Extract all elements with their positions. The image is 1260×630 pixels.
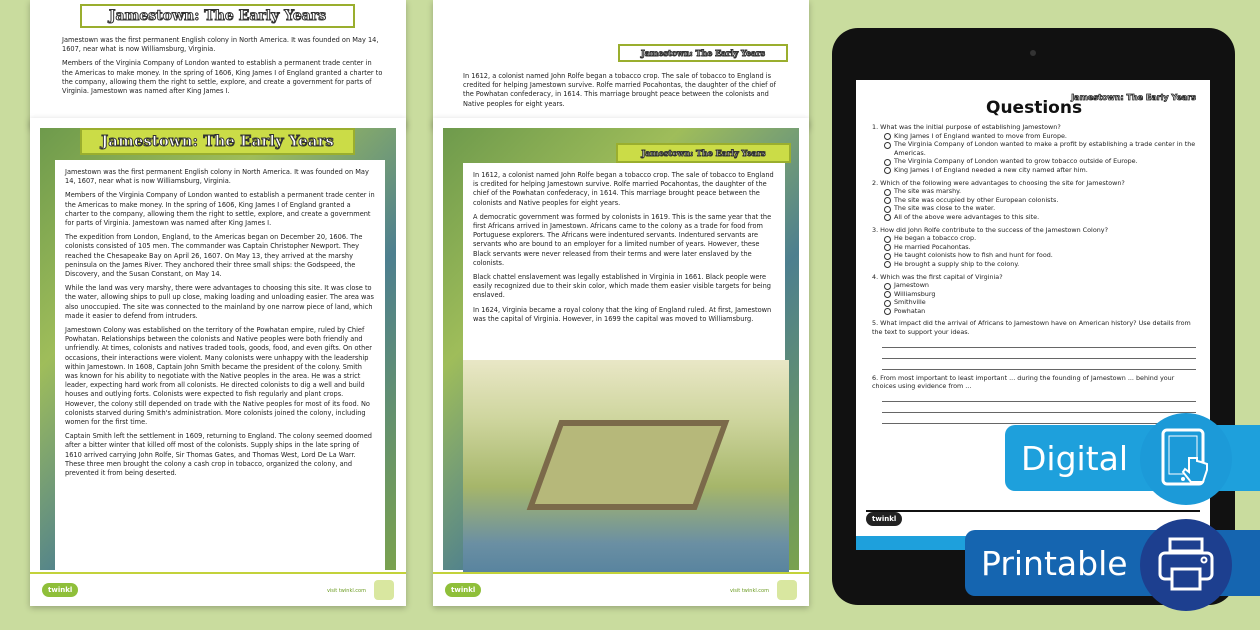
- screen-footer: [866, 510, 1200, 528]
- answer-option[interactable]: He taught colonists how to fish and hunt for food.: [872, 251, 1196, 260]
- question-text: 4. Which was the first capital of Virginia?: [872, 272, 1003, 281]
- question-text: 3. How did John Rolfe contribute to the success of the Jamestown Colony?: [872, 225, 1108, 234]
- camera-icon: [1030, 50, 1036, 56]
- paragraph: Jamestown was the first permanent English colony in North America. It was founded on May 14, 1607, near what is now Williamsburg, Virginia.: [65, 168, 369, 186]
- question: [872, 226, 1196, 269]
- digital-label: Digital: [1021, 438, 1129, 478]
- twinkl-logo: twinkl: [42, 583, 78, 597]
- back-page-reading: [30, 0, 406, 128]
- paragraph: Jamestown was the first permanent English colony in North America. It was founded on May 14, 1607, near what is now Williamsburg, Virginia.: [62, 36, 379, 54]
- answer-line[interactable]: [882, 413, 1196, 424]
- printable-label: Printable: [981, 543, 1128, 583]
- question: [872, 273, 1196, 316]
- reading-page: [30, 118, 406, 606]
- paragraph: Black chattel enslavement was legally established in Virginia in 1661. Black people were easily recognized due to their skin color, which made them easier visible targets for being enslaved.: [473, 273, 771, 300]
- questions-header: Jamestown: The Early Years: [1071, 93, 1196, 102]
- answer-line[interactable]: [882, 337, 1196, 348]
- page-footer: [433, 572, 809, 606]
- paragraph: Jamestown Colony was established on the territory of the Powhatan empire, ruled by Chief Powhatan. Relationships between the colonists and Native peoples were both friendly and unfriendly. At times, colonists and natives traded tools, goods, food, and even gifts. On other occasions, their interactions were violent. Many colonists were unhappy with the leadership within Jamestown. In 1608, Captain John Smith became the president of the colony. Smith was known for his ability to negotiate with the Native peoples in the area. He was a strict leader, expecting hard work from all colonists. He directed colonists to dig a well and build houses and outlying forts. Colonists were expected to fish regularly and plant crops. However, the colony still depended on trade with the Native peoples for most of its food. No colonists starved during Smith's administration. More colonists joined the colony, including women for the first time.: [65, 326, 373, 427]
- question-text: 6. From most important to least important ... during the founding of Jamestown ... behind your choices using evidence from ...: [872, 373, 1175, 391]
- question: [872, 123, 1196, 175]
- paragraph: Captain Smith left the settlement in 1609, returning to England. The colony seemed doomed after a bitter winter that killed off most of the colonists. Supply ships in the late spring of 1610 arrived carrying John Rolfe, Sir Thomas Gates, and Thomas West, Lord De La Warr. These three men brought the colony a cash crop in tobacco, organized the colony, and prevented it from being deserted.: [65, 432, 372, 478]
- twinkl-logo: twinkl: [866, 512, 902, 526]
- answer-option[interactable]: All of the above were advantages to this site.: [872, 213, 1196, 222]
- question-text: 1. What was the initial purpose of establishing Jamestown?: [872, 123, 1061, 131]
- second-text: [463, 163, 785, 363]
- second-page: [433, 118, 809, 606]
- back-page-second: [433, 0, 809, 128]
- fort-drawing: [527, 420, 730, 510]
- footer-url: visit twinkl.com: [326, 588, 366, 594]
- question: [872, 319, 1196, 369]
- question-text: 5. What impact did the arrival of Africans to Jamestown have on American history? Use details from the text to support your ideas.: [872, 319, 1191, 337]
- answer-option[interactable]: Williamsburg: [872, 290, 1196, 299]
- paragraph: In 1612, a colonist named John Rolfe began a tobacco crop. The sale of tobacco to England is credited for helping Jamestown survive. Rolfe married Pocahontas, the daughter of the chief of the Powhatan confederacy, in 1614. This marriage brought peace between the colonists and Native peoples for eight years.: [463, 72, 776, 108]
- answer-option[interactable]: Jamestown: [872, 281, 1196, 290]
- answer-line[interactable]: [882, 359, 1196, 370]
- answer-option[interactable]: The site was marshy.: [872, 187, 1196, 196]
- answer-option[interactable]: He brought a supply ship to the colony.: [872, 260, 1196, 269]
- paragraph: Members of the Virginia Company of London wanted to establish a permanent trade center in the Americas to make money. In the spring of 1606, King James I of England granted a charter to the company, allowing them the right to settle, explore, and create a government for parts of Virginia. Jamestown was named after King James I.: [65, 191, 375, 228]
- page-footer: [30, 572, 406, 606]
- tablet-touch-icon: [1140, 413, 1232, 505]
- questions-title: Questions: [986, 98, 1083, 118]
- answer-option[interactable]: King James I of England wanted to move from Europe.: [872, 132, 1196, 141]
- answer-option[interactable]: He began a tobacco crop.: [872, 234, 1196, 243]
- answer-option[interactable]: Powhatan: [872, 307, 1196, 316]
- question: [872, 374, 1196, 424]
- twinkl-logo: twinkl: [445, 583, 481, 597]
- answer-option[interactable]: King James I of England needed a new city named after him.: [872, 166, 1196, 175]
- page-title: Jamestown: The Early Years: [616, 143, 791, 163]
- answer-line[interactable]: [882, 402, 1196, 413]
- question-text: 2. Which of the following were advantages to choosing the site for Jamestown?: [872, 178, 1125, 187]
- paragraph: In 1612, a colonist named John Rolfe began a tobacco crop. The sale of tobacco to England is credited for helping Jamestown survive. Rolfe married Pocahontas, the daughter of the chief of the Powhatan confederacy, in 1614. This marriage brought peace between the colonists and Native peoples for eight years.: [473, 171, 774, 207]
- answer-option[interactable]: The site was occupied by other European colonists.: [872, 196, 1196, 205]
- paragraph: In 1624, Virginia became a royal colony that the king of England ruled. At first, Jamestown was the capital of Virginia. However, in 1699 the capital was moved to Williamsburg.: [473, 305, 772, 323]
- text-preview: [54, 30, 392, 107]
- text-preview: [453, 64, 789, 122]
- answer-line[interactable]: [882, 391, 1196, 402]
- footer-url: visit twinkl.com: [729, 588, 769, 594]
- jamestown-fort-illustration: [463, 360, 789, 590]
- page-title: Jamestown: The Early Years: [618, 44, 788, 62]
- answer-option[interactable]: Smithville: [872, 298, 1196, 307]
- answer-option[interactable]: The Virginia Company of London wanted to grow tobacco outside of Europe.: [872, 157, 1196, 166]
- answer-option[interactable]: He married Pocahontas.: [872, 243, 1196, 252]
- question: [872, 179, 1196, 222]
- paragraph: While the land was very marshy, there were advantages to choosing this site. It was close to the water, allowing ships to pull up close, making loading and unloading easier. The area was also unoccupied. The site was connected to the mainland by one narrow piece of land, which made it easier to defend from intruders.: [65, 284, 374, 320]
- page-title: Jamestown: The Early Years: [80, 4, 355, 28]
- answer-line[interactable]: [882, 348, 1196, 359]
- paragraph: The expedition from London, England, to the Americas began on December 20, 1606. The colonists consisted of 105 men. The commander was Captain Christopher Newport. They reached the Chesapeake Bay on April 26, 1607. On May 13, they arrived at the marshy peninsula on the James River. They anchored their three small ships: the Godspeed, the Discovery, and the Susan Constant, on May 14.: [65, 233, 363, 279]
- reading-text: [55, 160, 385, 570]
- printer-icon: [1140, 519, 1232, 611]
- questions-list: [872, 123, 1196, 428]
- answer-option[interactable]: The site was close to the water.: [872, 204, 1196, 213]
- answer-option[interactable]: The Virginia Company of London wanted to make a profit by establishing a trade center in the Americas.: [872, 140, 1196, 157]
- quality-badge-icon: [777, 580, 797, 600]
- paragraph: Members of the Virginia Company of London wanted to establish a permanent trade center in the Americas to make money. In the spring of 1606, King James I of England granted a charter to the company, allowing them the right to settle, explore, and create a government for parts of Virginia. Jamestown was named after King James I.: [62, 59, 383, 96]
- paragraph: A democratic government was formed by colonists in 1619. This is the same year that the first Africans arrived in Jamestown. Africans came to the colony as a trade for food from Portuguese explorers. The Africans were indentured servants. Indentured servants are servants who are bound to an employer for a limited number of years. However, these Black servants were never released from their terms and were later enslaved by the colonists.: [473, 212, 772, 267]
- quality-badge-icon: [374, 580, 394, 600]
- page-title: Jamestown: The Early Years: [80, 128, 355, 155]
